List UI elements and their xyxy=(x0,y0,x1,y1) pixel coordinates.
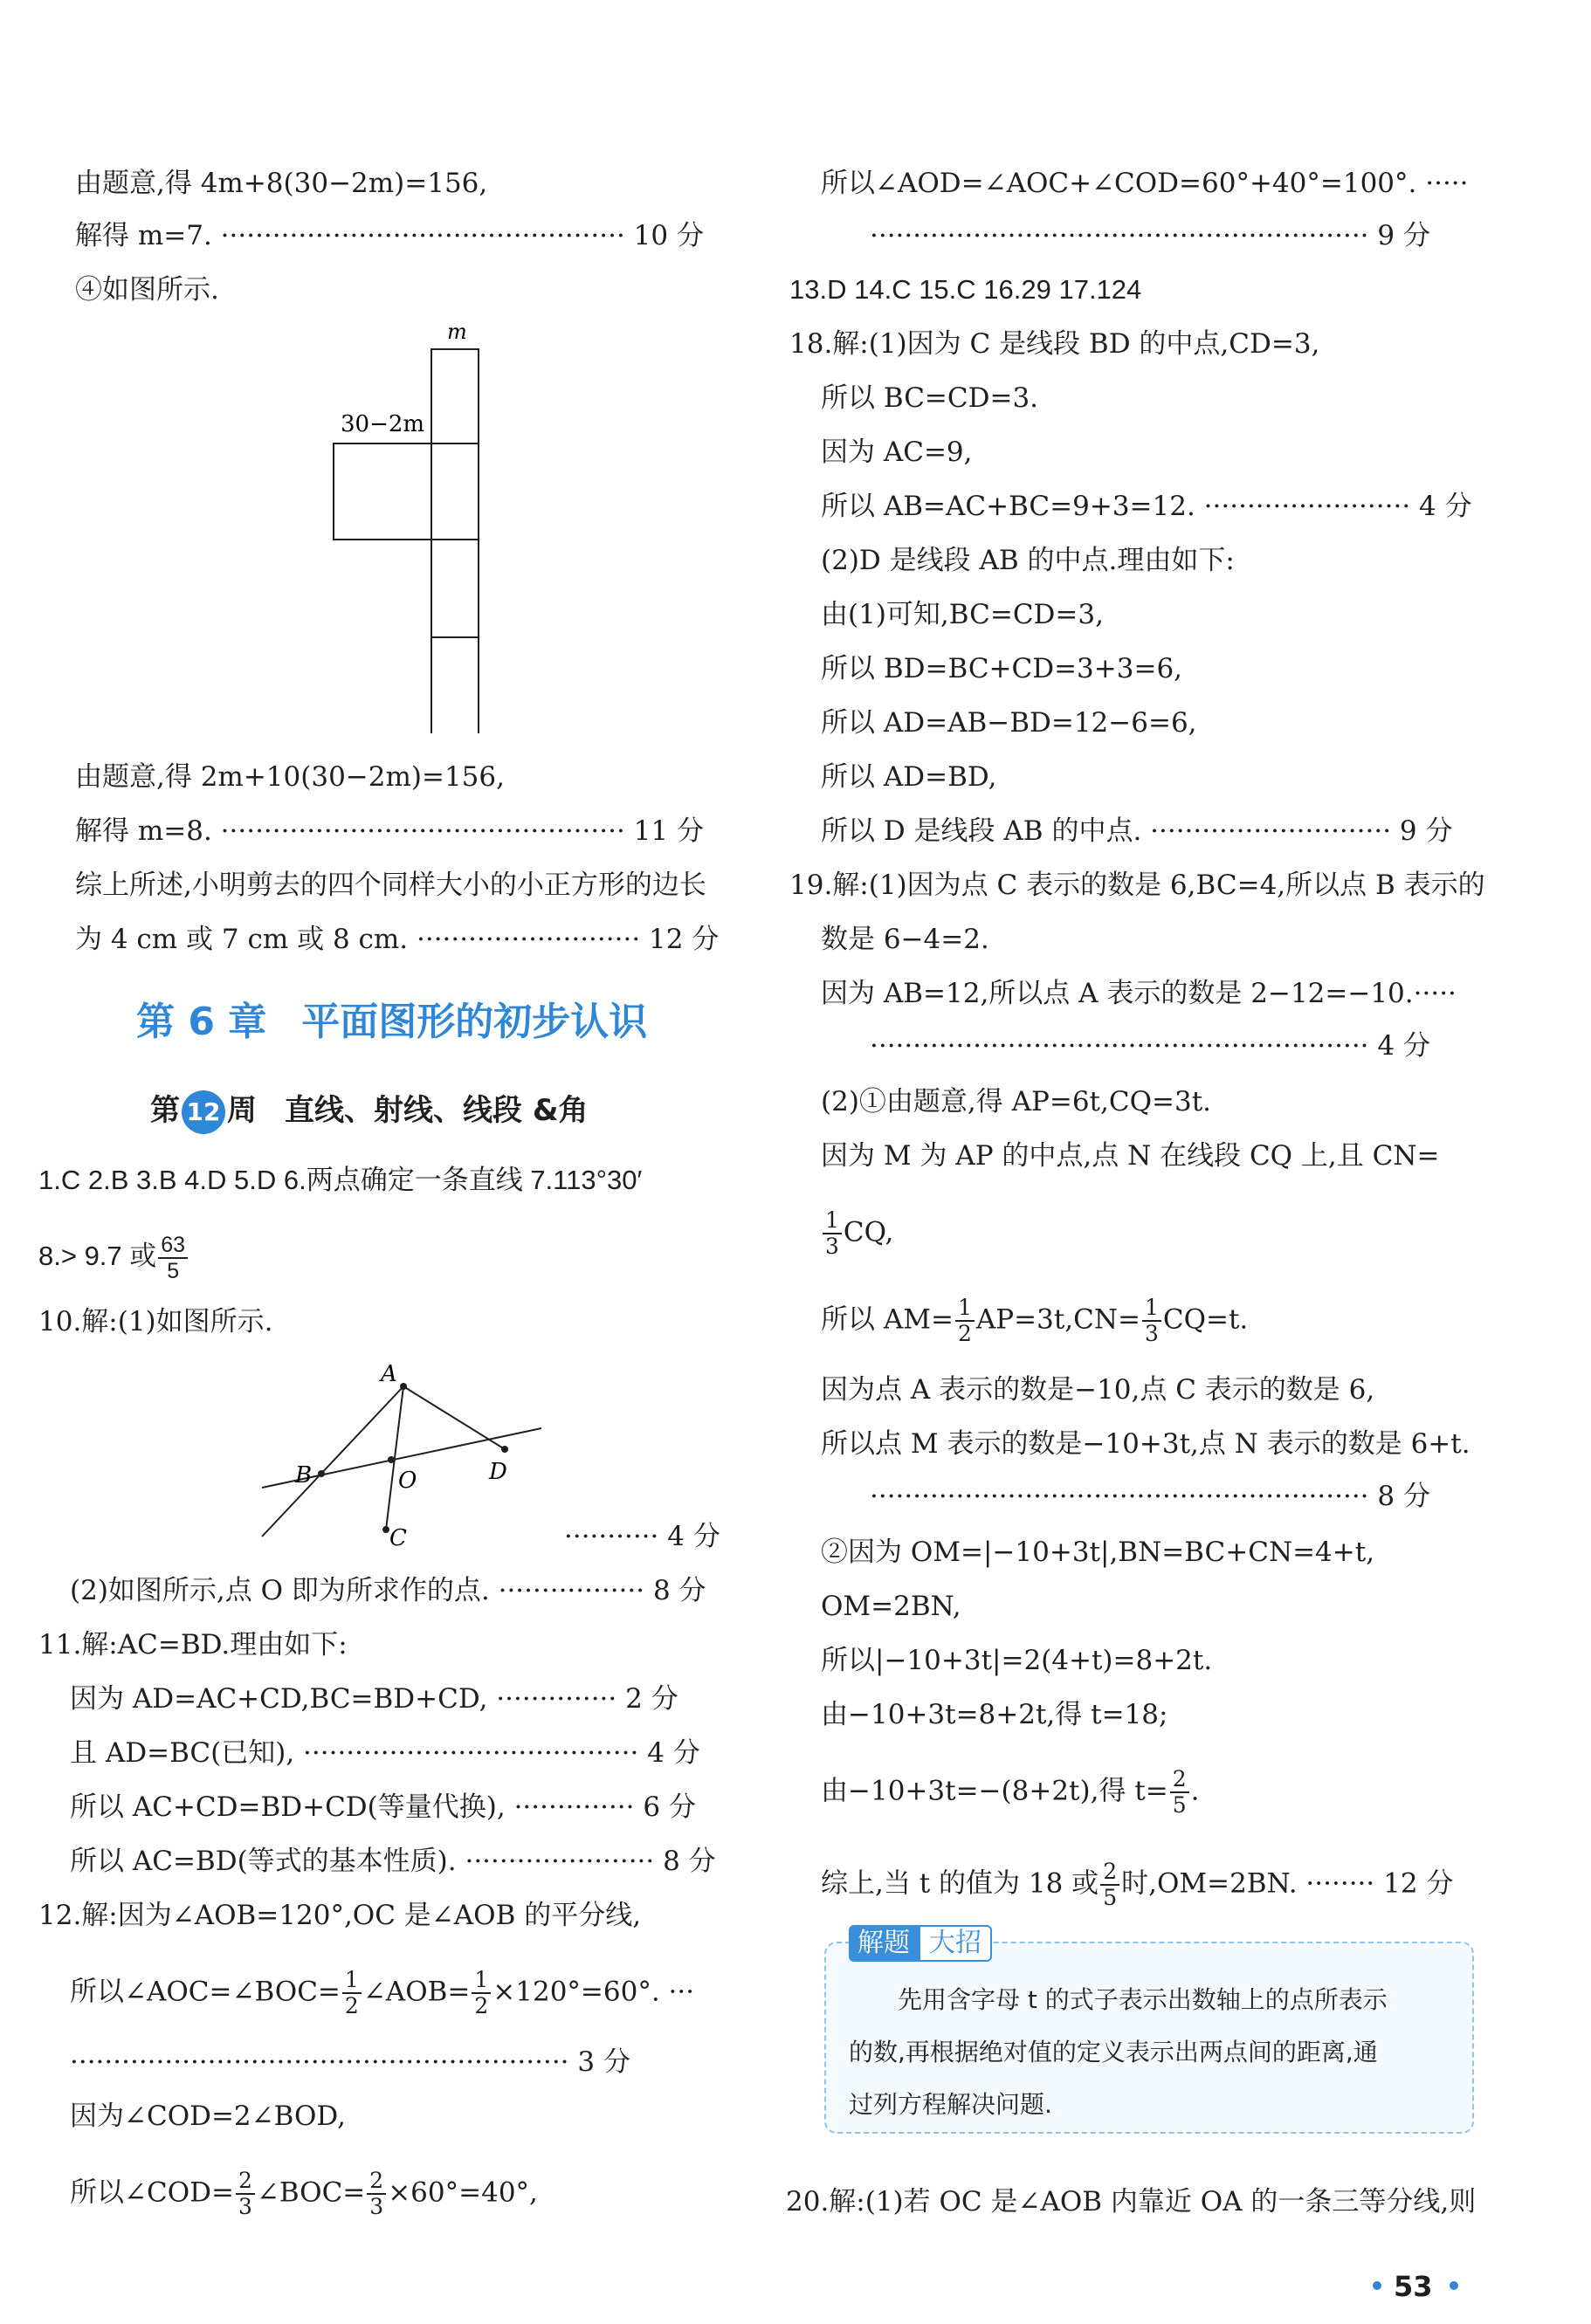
line: 所以 AM= $\frac{1}{2}$ AP=3t,CN= $\frac{1}{3}$ CQ=t. xyxy=(821,1295,1249,1346)
fraction: $\frac{1}{3}$ xyxy=(1142,1296,1161,1346)
score: ·························································· 3 分 xyxy=(70,2046,630,2078)
fraction: $\frac{2}{3}$ xyxy=(236,2169,255,2219)
line: 所以∠AOC=∠BOC= $\frac{1}{2}$ ∠AOB= $\frac{1}{2}$ ×120°=60°. ··· xyxy=(70,1967,695,2018)
line: 所以∠AOD=∠AOC+∠COD=60°+40°=100°. ····· xyxy=(821,168,1469,199)
line: 所以 BC=CD=3. xyxy=(821,382,1039,414)
label-B: B xyxy=(295,1462,313,1489)
page-dot xyxy=(1450,2281,1458,2290)
fraction: $\frac{1}{2}$ xyxy=(342,1968,362,2018)
line: ④如图所示. xyxy=(75,274,219,306)
label-D: D xyxy=(489,1459,507,1485)
page-number: 53 xyxy=(1394,2270,1433,2303)
fraction: $\frac{1}{3}$ xyxy=(823,1208,842,1259)
week-number-badge: 12 xyxy=(182,1090,225,1134)
line: 由−10+3t=8+2t,得 t=18; xyxy=(821,1699,1168,1730)
line: 由题意,得 4m+8(30−2m)=156, xyxy=(75,168,488,199)
line: 所以 AB=AC+BC=9+3=12. ························ 4 分 xyxy=(821,491,1472,522)
line: 且 AD=BC(已知), ······································· 4 分 xyxy=(70,1737,700,1769)
line: (2)如图所示,点 O 即为所求作的点. ················· 8 分 xyxy=(70,1575,706,1606)
line: ②因为 OM=|−10+3t|,BN=BC+CN=4+t, xyxy=(821,1537,1375,1568)
label-A: A xyxy=(381,1361,397,1387)
question-18: 18.解:(1)因为 C 是线段 BD 的中点,CD=3, xyxy=(789,328,1320,360)
question-11: 11.解:AC=BD.理由如下: xyxy=(38,1629,348,1660)
label-C: C xyxy=(389,1525,407,1551)
line: 所以 D 是线段 AB 的中点. ···························· 9 分 xyxy=(821,815,1453,847)
line: 综上,当 t 的值为 18 或 $\frac{2}{5}$ 时,OM=2BN. ········ 12 分 xyxy=(821,1859,1454,1910)
question-19: 19.解:(1)因为点 C 表示的数是 6,BC=4,所以点 B 表示的 xyxy=(789,870,1485,901)
fig1-label-30: 30−2m xyxy=(341,411,425,437)
answer-line: 8.> 9.7 或 $\frac{63}{5}$ xyxy=(38,1233,189,1283)
fraction: $\frac{2}{5}$ xyxy=(1170,1767,1189,1818)
line: 为 4 cm 或 7 cm 或 8 cm. ·························· 12 分 xyxy=(75,924,720,955)
line: 所以 BD=BC+CD=3+3=6, xyxy=(821,653,1183,684)
tip-text: 的数,再根据绝对值的定义表示出两点间的距离,通 xyxy=(849,2038,1378,2066)
week-title: 直线、射线、线段 &角 xyxy=(285,1093,589,1128)
line: 因为点 A 表示的数是−10,点 C 表示的数是 6, xyxy=(821,1374,1375,1406)
page-dot xyxy=(1373,2281,1381,2290)
line: 综上所述,小明剪去的四个同样大小的小正方形的边长 xyxy=(75,870,706,901)
line: 所以 AC=BD(等式的基本性质). ······················ 8 分 xyxy=(70,1846,716,1877)
line: OM=2BN, xyxy=(821,1591,961,1622)
line: 由−10+3t=−(8+2t),得 t= $\frac{2}{5}$ . xyxy=(821,1766,1200,1818)
line: 所以 AC+CD=BD+CD(等量代换), ·············· 6 分 xyxy=(70,1791,696,1823)
line: 因为 M 为 AP 的中点,点 N 在线段 CQ 上,且 CN= xyxy=(821,1140,1440,1172)
line: (2)D 是线段 AB 的中点.理由如下: xyxy=(821,545,1235,576)
line: 因为 AC=9, xyxy=(821,437,973,468)
line: 所以 AD=BD, xyxy=(821,761,997,793)
line: 所以|−10+3t|=2(4+t)=8+2t. xyxy=(821,1645,1213,1676)
fraction: $\frac{2}{5}$ xyxy=(1100,1860,1119,1910)
line: 解得 m=7. ··············································· 10 分 xyxy=(75,220,704,251)
geometry-figure xyxy=(253,1353,550,1554)
tip-text: 过列方程解决问题. xyxy=(849,2090,1052,2119)
line: 由(1)可知,BC=CD=3, xyxy=(821,599,1104,630)
score: ·························································· 9 分 xyxy=(870,220,1430,251)
line: 数是 6−4=2. xyxy=(821,924,989,955)
fraction: $\frac{1}{2}$ xyxy=(472,1968,491,2018)
tip-text: 先用含字母 t 的式子表示出数轴上的点所表示 xyxy=(898,1985,1388,2014)
line: 因为 AD=AC+CD,BC=BD+CD, ·············· 2 分 xyxy=(70,1683,678,1715)
line: 所以∠COD= $\frac{2}{3}$ ∠BOC= $\frac{2}{3}$ ×60°=40°, xyxy=(70,2168,538,2219)
line: 所以点 M 表示的数是−10+3t,点 N 表示的数是 6+t. xyxy=(821,1428,1470,1460)
line: 由题意,得 2m+10(30−2m)=156, xyxy=(75,761,505,793)
line: 解得 m=8. ··············································· 11 分 xyxy=(75,815,704,847)
question-10: 10.解:(1)如图所示. xyxy=(38,1306,273,1337)
answer-line: 13.D 14.C 15.C 16.29 17.124 xyxy=(789,274,1142,305)
question-12: 12.解:因为∠AOB=120°,OC 是∠AOB 的平分线, xyxy=(38,1900,642,1931)
fraction: $\frac{63}{5}$ xyxy=(158,1233,188,1283)
line: (2)①由题意,得 AP=6t,CQ=3t. xyxy=(821,1086,1212,1117)
chapter-heading xyxy=(136,990,647,1046)
line: 所以 AD=AB−BD=12−6=6, xyxy=(821,707,1197,739)
net-figure xyxy=(314,314,506,733)
week-heading: 第 12 周 直线、射线、线段 &角 xyxy=(150,1086,589,1134)
label-O: O xyxy=(398,1468,417,1494)
score: ··········· 4 分 xyxy=(564,1521,720,1552)
fraction: $\frac{2}{3}$ xyxy=(367,2169,386,2219)
fraction: $\frac{1}{2}$ xyxy=(955,1296,975,1346)
line: 因为 AB=12,所以点 A 表示的数是 2−12=−10.····· xyxy=(821,978,1457,1009)
line: $\frac{1}{3}$ CQ, xyxy=(821,1208,893,1259)
question-20: 20.解:(1)若 OC 是∠AOB 内靠近 OA 的一条三等分线,则 xyxy=(786,2186,1477,2217)
chapter-title: 平面图形的初步认识 xyxy=(301,1000,648,1044)
line: 因为∠COD=2∠BOD, xyxy=(70,2101,347,2132)
score: ·························································· 8 分 xyxy=(870,1481,1430,1512)
chapter-number: 第 6 章 xyxy=(136,1000,267,1044)
score: ·························································· 4 分 xyxy=(870,1030,1430,1062)
answer-line: 1.C 2.B 3.B 4.D 5.D 6.两点确定一条直线 7.113°30′ xyxy=(38,1165,643,1195)
fig1-label-m: m xyxy=(447,320,467,344)
tip-tag: 解题 大招 xyxy=(849,1925,992,1962)
